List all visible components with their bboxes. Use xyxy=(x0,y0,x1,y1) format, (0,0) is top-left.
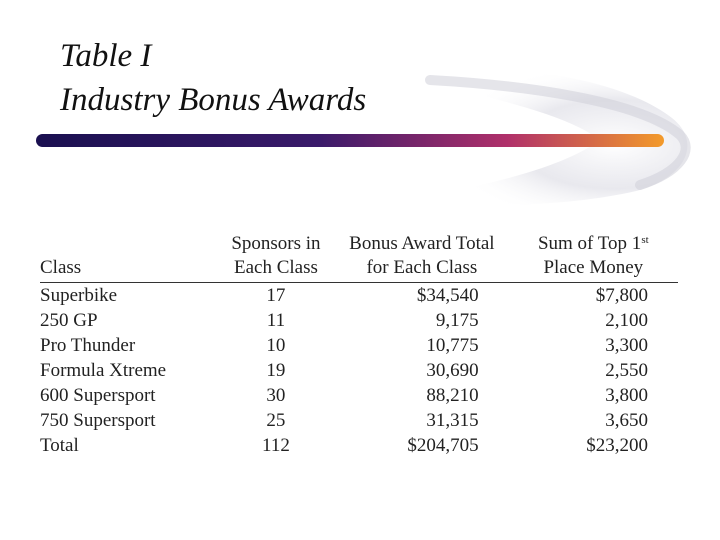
header-class: Class xyxy=(40,257,82,278)
cell-class: Formula Xtreme xyxy=(40,360,167,381)
header-bonus-total: Bonus Award Total for Each Class xyxy=(349,233,495,278)
cell-sum: 3,650 xyxy=(605,410,648,431)
header-first-place-money: Sum of Top 1st Place Money xyxy=(537,233,649,278)
cell-class: 250 GP xyxy=(40,310,98,331)
table-total-row xyxy=(40,433,678,458)
cell-class: 600 Supersport xyxy=(40,385,156,406)
title-line-1: Table I xyxy=(60,38,152,74)
cell-bonus: 88,210 xyxy=(426,385,479,406)
cell-sponsors: 10 xyxy=(266,335,286,356)
cell-bonus: $34,540 xyxy=(416,285,479,306)
cell-class: 750 Supersport xyxy=(40,410,156,431)
bonus-awards-table xyxy=(40,232,678,458)
cell-bonus: 30,690 xyxy=(426,360,479,381)
cell-bonus: 9,175 xyxy=(435,310,479,331)
cell-class: Total xyxy=(40,435,79,456)
cell-sponsors: 17 xyxy=(266,285,286,306)
cell-sum: 3,800 xyxy=(605,385,648,406)
cell-sponsors: 112 xyxy=(262,435,290,456)
cell-sum: 2,550 xyxy=(605,360,648,381)
header-sponsors: Sponsors in Each Class xyxy=(231,233,321,278)
cell-sum: $7,800 xyxy=(595,285,648,306)
cell-bonus: 31,315 xyxy=(426,410,479,431)
cell-bonus: $204,705 xyxy=(407,435,479,456)
title-line-2: Industry Bonus Awards xyxy=(60,82,367,118)
cell-sum: 3,300 xyxy=(605,335,648,356)
table-row xyxy=(40,383,678,408)
cell-sum: $23,200 xyxy=(586,435,648,456)
cell-sponsors: 30 xyxy=(266,385,286,406)
cell-bonus: 10,775 xyxy=(426,335,479,356)
cell-sponsors: 19 xyxy=(266,360,286,381)
title-underline-bar xyxy=(36,134,664,147)
cell-class: Superbike xyxy=(40,285,118,306)
table-row xyxy=(40,358,678,383)
cell-sponsors: 11 xyxy=(266,310,286,331)
slide-title xyxy=(60,34,366,122)
cell-class: Pro Thunder xyxy=(40,335,136,356)
table-row xyxy=(40,408,678,433)
cell-sponsors: 25 xyxy=(266,410,286,431)
table-row xyxy=(40,308,678,333)
cell-sum: 2,100 xyxy=(605,310,648,331)
table-row xyxy=(40,283,678,309)
table-row xyxy=(40,333,678,358)
table-header-row xyxy=(40,232,678,283)
